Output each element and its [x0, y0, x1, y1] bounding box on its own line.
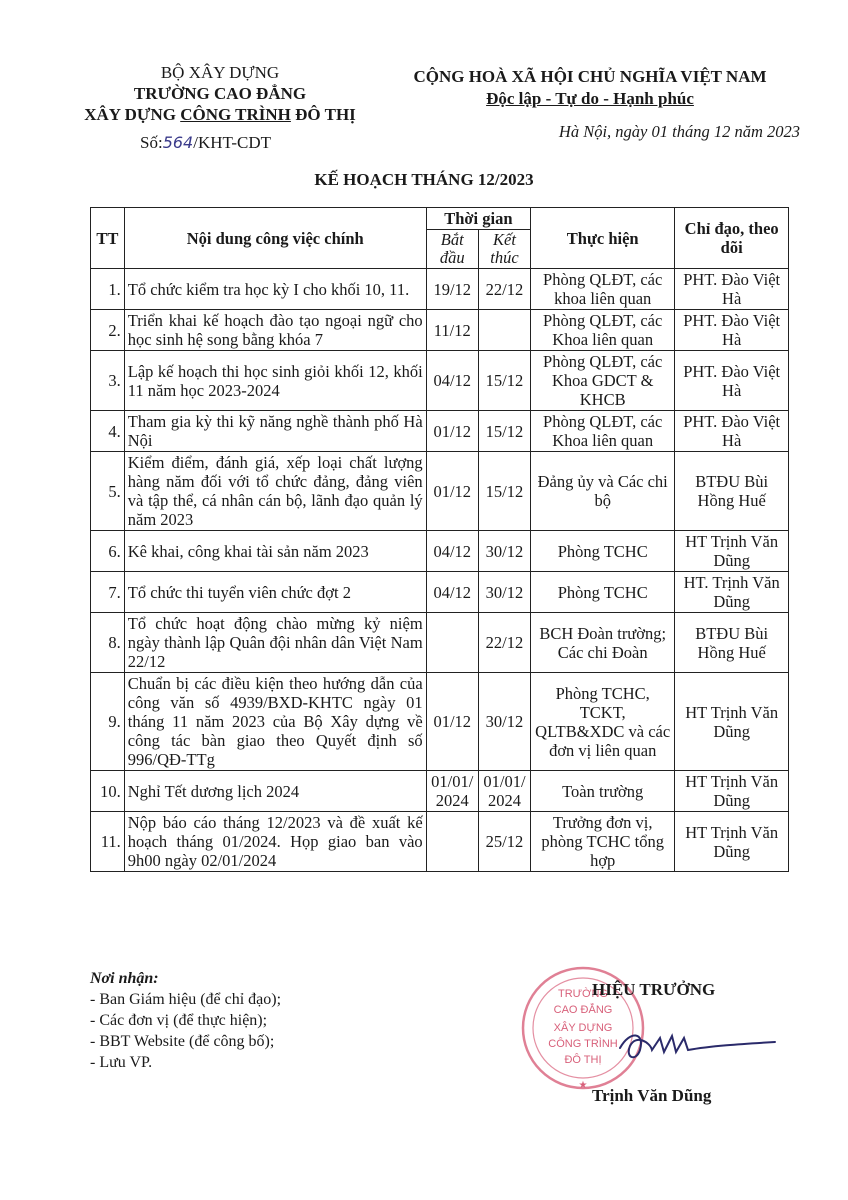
- table-row: [91, 572, 789, 613]
- document-title: KẾ HOẠCH THÁNG 12/2023: [314, 170, 534, 189]
- table-row: [91, 812, 789, 872]
- recipients: [90, 968, 281, 1073]
- cell-bat-dau: 04/12: [426, 531, 478, 572]
- cell-chi-dao: BTĐU Bùi Hồng Huế: [675, 613, 789, 673]
- header-tt: TT: [91, 208, 125, 269]
- stamp-line: CAO ĐẲNG: [553, 1004, 613, 1016]
- cell-tt: 7.: [91, 572, 125, 613]
- cell-noi-dung: Tổ chức thi tuyển viên chức đợt 2: [124, 572, 426, 613]
- table-row: [91, 269, 789, 310]
- table-row: [91, 613, 789, 673]
- cell-ket-thuc: 01/01/ 2024: [478, 771, 530, 812]
- cell-tt: 2.: [91, 310, 125, 351]
- school-name-line1: TRƯỜNG CAO ĐẲNG: [133, 84, 307, 103]
- cell-thuc-hien: Toàn trường: [531, 771, 675, 812]
- recipients-label: Nơi nhận:: [90, 970, 159, 987]
- cell-ket-thuc: 15/12: [478, 411, 530, 452]
- document-number-prefix: Số:: [140, 133, 163, 152]
- recipient-item: - Lưu VP.: [90, 1054, 153, 1071]
- cell-bat-dau: 19/12: [426, 269, 478, 310]
- school-name-part-a: XÂY DỰNG: [84, 105, 181, 124]
- svg-text:★: ★: [578, 1080, 588, 1091]
- table-row: [91, 411, 789, 452]
- cell-noi-dung: Kiểm điểm, đánh giá, xếp loại chất lượng hàng năm đối với tổ chức đảng, đảng viên và tập thể, cá nhân cán bộ, lãnh đạo quản lý năm 2023: [124, 452, 426, 531]
- recipient-item: - Các đơn vị (để thực hiện);: [90, 1012, 268, 1029]
- cell-tt: 1.: [91, 269, 125, 310]
- table-row: [91, 771, 789, 812]
- agency-header: [60, 62, 380, 125]
- cell-chi-dao: PHT. Đào Việt Hà: [675, 411, 789, 452]
- cell-tt: 5.: [91, 452, 125, 531]
- cell-tt: 10.: [91, 771, 125, 812]
- cell-thuc-hien: Phòng QLĐT, các khoa liên quan: [531, 269, 675, 310]
- national-title: CỘNG HOÀ XÃ HỘI CHỦ NGHĨA VIỆT NAM: [413, 67, 767, 86]
- cell-bat-dau: [426, 812, 478, 872]
- cell-tt: 11.: [91, 812, 125, 872]
- cell-noi-dung: Kê khai, công khai tài sản năm 2023: [124, 531, 426, 572]
- cell-noi-dung: Tham gia kỳ thi kỹ năng nghề thành phố Hà Nội: [124, 411, 426, 452]
- cell-chi-dao: BTĐU Bùi Hồng Huế: [675, 452, 789, 531]
- recipient-item: - Ban Giám hiệu (để chỉ đạo);: [90, 991, 282, 1008]
- cell-noi-dung: Tổ chức kiểm tra học kỳ I cho khối 10, 11.: [124, 269, 426, 310]
- cell-bat-dau: 01/01/ 2024: [426, 771, 478, 812]
- ministry-name: BỘ XÂY DỰNG: [160, 63, 280, 82]
- cell-bat-dau: 04/12: [426, 351, 478, 411]
- cell-chi-dao: HT. Trịnh Văn Dũng: [675, 572, 789, 613]
- cell-ket-thuc: 22/12: [478, 613, 530, 673]
- plan-table-body: [91, 269, 789, 872]
- table-row: [91, 310, 789, 351]
- cell-chi-dao: PHT. Đào Việt Hà: [675, 310, 789, 351]
- plan-table: [90, 207, 789, 872]
- header-noi-dung: Nội dung công việc chính: [124, 208, 426, 269]
- cell-ket-thuc: 15/12: [478, 351, 530, 411]
- header-thoi-gian: Thời gian: [426, 208, 530, 230]
- cell-thuc-hien: Phòng TCHC, TCKT, QLTB&XDC và các đơn vị liên quan: [531, 673, 675, 771]
- cell-thuc-hien: Phòng TCHC: [531, 531, 675, 572]
- cell-ket-thuc: 30/12: [478, 673, 530, 771]
- national-motto: Độc lập - Tự do - Hạnh phúc: [486, 89, 694, 108]
- cell-thuc-hien: Phòng QLĐT, các Khoa liên quan: [531, 310, 675, 351]
- stamp-line: CÔNG TRÌNH: [548, 1038, 618, 1050]
- cell-ket-thuc: 30/12: [478, 572, 530, 613]
- cell-tt: 3.: [91, 351, 125, 411]
- cell-thuc-hien: BCH Đoàn trường; Các chi Đoàn: [531, 613, 675, 673]
- cell-bat-dau: 01/12: [426, 411, 478, 452]
- national-header: [390, 66, 790, 110]
- cell-thuc-hien: Phòng QLĐT, các Khoa liên quan: [531, 411, 675, 452]
- cell-chi-dao: PHT. Đào Việt Hà: [675, 269, 789, 310]
- stamp-line: XÂY DỰNG: [553, 1022, 613, 1034]
- cell-ket-thuc: 30/12: [478, 531, 530, 572]
- table-row: [91, 531, 789, 572]
- stamp-line: TRƯỜNG: [558, 988, 608, 1000]
- cell-tt: 9.: [91, 673, 125, 771]
- signer-name: Trịnh Văn Dũng: [592, 1086, 712, 1105]
- document-number-suffix: /KHT-CDT: [193, 133, 271, 152]
- cell-noi-dung: Chuẩn bị các điều kiện theo hướng dẫn của công văn số 4939/BXD-KHTC ngày 01 tháng 11 năm 2023 của Bộ Xây dựng về công tác bàn giao theo Quyết định số 996/QĐ-TTg: [124, 673, 426, 771]
- stamp-line: ĐÔ THỊ: [564, 1054, 602, 1066]
- cell-chi-dao: PHT. Đào Việt Hà: [675, 351, 789, 411]
- cell-chi-dao: HT Trịnh Văn Dũng: [675, 771, 789, 812]
- table-row: [91, 673, 789, 771]
- document-number: [140, 133, 271, 153]
- cell-noi-dung: Lập kế hoạch thi học sinh giỏi khối 12, khối 11 năm học 2023-2024: [124, 351, 426, 411]
- table-row: [91, 452, 789, 531]
- cell-thuc-hien: Trưởng đơn vị, phòng TCHC tổng hợp: [531, 812, 675, 872]
- header-thuc-hien: Thực hiện: [531, 208, 675, 269]
- cell-tt: 6.: [91, 531, 125, 572]
- cell-bat-dau: 01/12: [426, 452, 478, 531]
- cell-thuc-hien: Phòng TCHC: [531, 572, 675, 613]
- cell-noi-dung: Nộp báo cáo tháng 12/2023 và đề xuất kế hoạch tháng 01/2024. Họp giao ban vào 9h00 ngày 02/01/2024: [124, 812, 426, 872]
- school-name-line2: [60, 104, 380, 125]
- cell-ket-thuc: 15/12: [478, 452, 530, 531]
- cell-chi-dao: HT Trịnh Văn Dũng: [675, 531, 789, 572]
- cell-tt: 8.: [91, 613, 125, 673]
- header-bat-dau: Bắt đầu: [426, 230, 478, 269]
- cell-chi-dao: HT Trịnh Văn Dũng: [675, 673, 789, 771]
- cell-bat-dau: [426, 613, 478, 673]
- document-date: Hà Nội, ngày 01 tháng 12 năm 2023: [558, 122, 800, 141]
- cell-bat-dau: 11/12: [426, 310, 478, 351]
- cell-noi-dung: Nghỉ Tết dương lịch 2024: [124, 771, 426, 812]
- table-row: [91, 351, 789, 411]
- cell-ket-thuc: 22/12: [478, 269, 530, 310]
- cell-bat-dau: 04/12: [426, 572, 478, 613]
- cell-bat-dau: 01/12: [426, 673, 478, 771]
- cell-ket-thuc: 25/12: [478, 812, 530, 872]
- cell-noi-dung: Triển khai kế hoạch đào tạo ngoại ngữ cho học sinh hệ song bằng khóa 7: [124, 310, 426, 351]
- header-ket-thuc: Kết thúc: [478, 230, 530, 269]
- cell-noi-dung: Tổ chức hoạt động chào mừng kỷ niệm ngày thành lập Quân đội nhân dân Việt Nam 22/12: [124, 613, 426, 673]
- cell-chi-dao: HT Trịnh Văn Dũng: [675, 812, 789, 872]
- cell-thuc-hien: Phòng QLĐT, các Khoa GDCT & KHCB: [531, 351, 675, 411]
- signer-title: HIỆU TRƯỞNG: [592, 980, 716, 999]
- cell-tt: 4.: [91, 411, 125, 452]
- document-number-handwritten: 564: [162, 133, 194, 152]
- school-name-part-c: ĐÔ THỊ: [290, 105, 356, 124]
- school-name-part-b: CÔNG TRÌNH: [180, 105, 291, 124]
- cell-ket-thuc: [478, 310, 530, 351]
- cell-thuc-hien: Đảng ủy và Các chi bộ: [531, 452, 675, 531]
- signature-icon: [600, 1020, 780, 1070]
- recipient-item: - BBT Website (để công bố);: [90, 1033, 275, 1050]
- header-chi-dao: Chỉ đạo, theo dõi: [675, 208, 789, 269]
